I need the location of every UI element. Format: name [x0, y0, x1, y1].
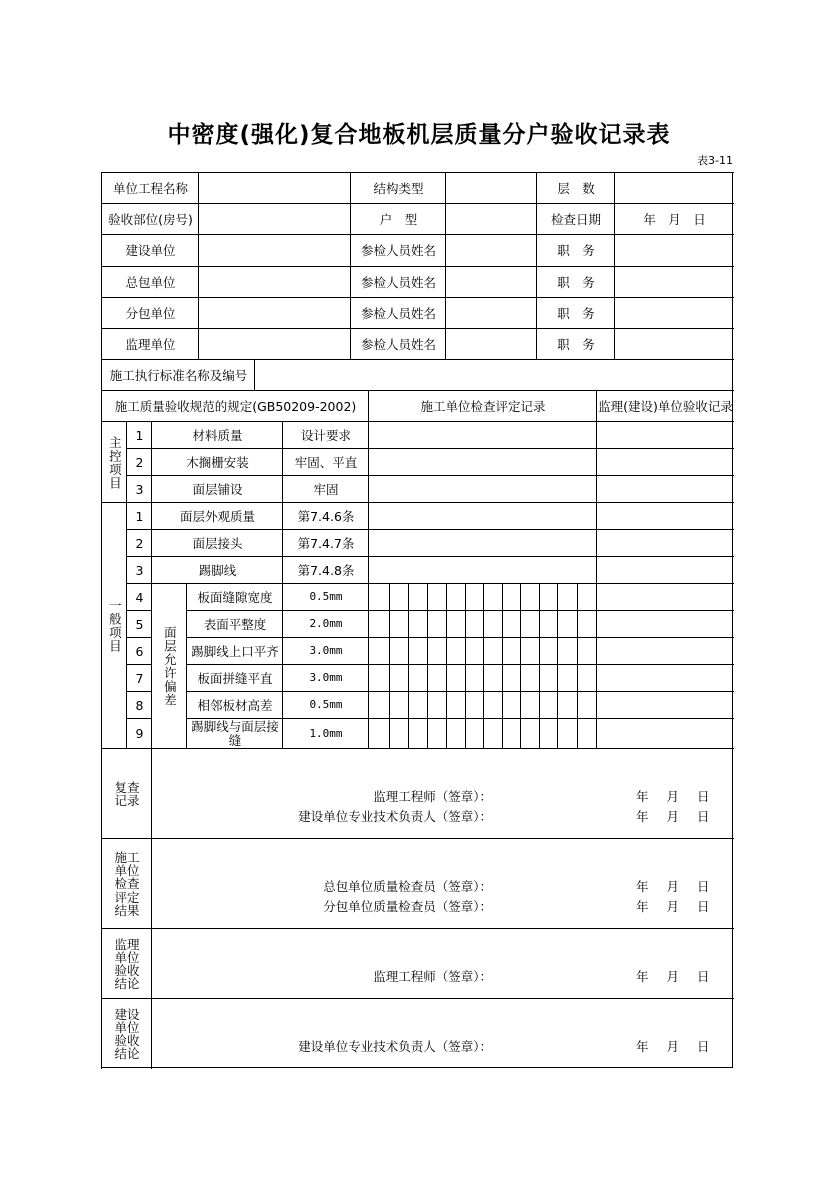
supervisor-record-field[interactable] — [596, 583, 734, 611]
measurement-cell[interactable] — [389, 583, 409, 611]
item-name: 面层外观质量 — [151, 502, 283, 530]
supervisor-record-header: 监理(建设)单位验收记录 — [596, 390, 734, 422]
floors-label: 层 数 — [536, 172, 615, 204]
item-requirement: 牢固 — [282, 475, 369, 503]
position-field[interactable] — [614, 266, 734, 298]
section-label — [101, 748, 152, 839]
measurement-cell[interactable] — [446, 718, 466, 749]
measurement-cell[interactable] — [389, 691, 409, 719]
measurement-cell[interactable] — [427, 691, 447, 719]
measurement-cell[interactable] — [483, 637, 503, 665]
measurement-cell[interactable] — [577, 583, 597, 611]
section-label-text: 建设单位验收结论 — [114, 1006, 140, 1062]
measurement-cell[interactable] — [389, 718, 409, 749]
measurement-cell[interactable] — [539, 637, 558, 665]
position-field[interactable] — [614, 234, 734, 267]
measurement-cell[interactable] — [557, 583, 578, 611]
measurement-cell[interactable] — [502, 718, 521, 749]
item-number: 2 — [126, 529, 152, 557]
measurement-cell[interactable] — [368, 610, 390, 638]
spec-header: 施工质量验收规范的规定(GB50209-2002) — [101, 390, 369, 422]
contractor-record-field[interactable] — [368, 421, 597, 449]
signature-label: 建设单位专业技术负责人（签章）： — [298, 809, 492, 824]
supervisor-record-field[interactable] — [596, 421, 734, 449]
measurement-cell[interactable] — [465, 691, 484, 719]
section-label — [101, 928, 152, 999]
measurement-cell[interactable] — [427, 610, 447, 638]
inspector-name-label: 参检人员姓名 — [350, 234, 446, 267]
supervisor-record-field[interactable] — [596, 502, 734, 530]
project-name-field[interactable] — [198, 172, 351, 204]
measurement-cell[interactable] — [502, 664, 521, 692]
measurement-cell[interactable] — [520, 718, 540, 749]
measurement-cell[interactable] — [368, 718, 390, 749]
measurement-cell[interactable] — [539, 664, 558, 692]
item-requirement: 第7.4.8条 — [282, 556, 369, 584]
position-label: 职 务 — [536, 297, 615, 329]
measurement-cell[interactable] — [483, 691, 503, 719]
measurement-cell[interactable] — [389, 610, 409, 638]
position-label: 职 务 — [536, 234, 615, 267]
measurement-cell[interactable] — [446, 610, 466, 638]
check-date-field[interactable]: 年 月 日 — [614, 203, 734, 235]
structure-type-label: 结构类型 — [350, 172, 446, 204]
supervisor-record-field[interactable] — [596, 475, 734, 503]
item-name: 面层铺设 — [151, 475, 283, 503]
measurement-cell[interactable] — [408, 664, 428, 692]
measurement-cell[interactable] — [502, 610, 521, 638]
measurement-cell[interactable] — [502, 637, 521, 665]
inspector-name-field[interactable] — [445, 328, 537, 360]
supervisor-record-field[interactable] — [596, 691, 734, 719]
measurement-cell[interactable] — [408, 691, 428, 719]
measurement-cell[interactable] — [408, 610, 428, 638]
check-date-label: 检查日期 — [536, 203, 615, 235]
measurement-cell[interactable] — [539, 610, 558, 638]
measurement-cell[interactable] — [446, 664, 466, 692]
measurement-cell[interactable] — [483, 583, 503, 611]
measurement-cell[interactable] — [577, 718, 597, 749]
structure-type-field[interactable] — [445, 172, 537, 204]
signature-date[interactable]: 年 月 日 — [636, 1039, 710, 1054]
section-label-text: 施工单位检查评定结果 — [114, 850, 140, 918]
item-tolerance: 3.0mm — [282, 664, 369, 692]
section-label — [101, 998, 152, 1069]
item-name: 板面拼缝平直 — [186, 664, 283, 692]
item-name: 踢脚线与面层接缝 — [186, 718, 283, 749]
inspector-name-label: 参检人员姓名 — [350, 328, 446, 360]
item-number: 9 — [126, 718, 152, 749]
measurement-cell[interactable] — [465, 610, 484, 638]
signature-label: 监理工程师（签章）： — [373, 969, 492, 984]
position-field[interactable] — [614, 328, 734, 360]
org-field[interactable] — [198, 266, 351, 298]
supervisor-record-field[interactable] — [596, 637, 734, 665]
unit-type-label: 户 型 — [350, 203, 446, 235]
signature-label: 总包单位质量检查员（签章）： — [323, 879, 492, 894]
main-group-label: 主控项目 — [101, 421, 127, 503]
form-title: 中密度(强化)复合地板机层质量分户验收记录表 — [167, 122, 671, 148]
position-label: 职 务 — [536, 328, 615, 360]
item-name: 板面缝隙宽度 — [186, 583, 283, 611]
item-number: 7 — [126, 664, 152, 692]
measurement-cell[interactable] — [465, 637, 484, 665]
item-name: 材料质量 — [151, 421, 283, 449]
org-field[interactable] — [198, 234, 351, 267]
contractor-record-field[interactable] — [368, 502, 597, 530]
measurement-cell[interactable] — [465, 664, 484, 692]
supervisor-record-field[interactable] — [596, 664, 734, 692]
measurement-cell[interactable] — [520, 610, 540, 638]
measurement-cell[interactable] — [368, 691, 390, 719]
location-field[interactable] — [198, 203, 351, 235]
measurement-cell[interactable] — [502, 583, 521, 611]
measurement-cell[interactable] — [539, 718, 558, 749]
item-requirement: 第7.4.6条 — [282, 502, 369, 530]
contractor-record-field[interactable] — [368, 529, 597, 557]
inspector-name-label: 参检人员姓名 — [350, 266, 446, 298]
inspector-name-field[interactable] — [445, 297, 537, 329]
standard-field[interactable] — [254, 359, 734, 391]
item-tolerance: 0.5mm — [282, 583, 369, 611]
measurement-cell[interactable] — [557, 610, 578, 638]
signature-label: 建设单位专业技术负责人（签章）： — [298, 1039, 492, 1054]
section-comment-area[interactable] — [151, 928, 734, 999]
item-number: 8 — [126, 691, 152, 719]
unit-type-field[interactable] — [445, 203, 537, 235]
measurement-cell[interactable] — [483, 610, 503, 638]
signature-date[interactable]: 年 月 日 — [636, 879, 710, 894]
supervisor-record-field[interactable] — [596, 556, 734, 584]
measurement-cell[interactable] — [557, 691, 578, 719]
item-name: 踢脚线 — [151, 556, 283, 584]
measurement-cell[interactable] — [483, 718, 503, 749]
item-number: 3 — [126, 475, 152, 503]
measurement-cell[interactable] — [427, 664, 447, 692]
measurement-cell[interactable] — [465, 583, 484, 611]
section-label-text: 复查记录 — [114, 779, 140, 808]
signature-date[interactable]: 年 月 日 — [636, 969, 710, 984]
org-label: 分包单位 — [101, 297, 199, 329]
org-label: 总包单位 — [101, 266, 199, 298]
measurement-cell[interactable] — [389, 637, 409, 665]
item-number: 5 — [126, 610, 152, 638]
item-number: 3 — [126, 556, 152, 584]
measurement-cell[interactable] — [446, 637, 466, 665]
measurement-cell[interactable] — [557, 718, 578, 749]
floors-field[interactable] — [614, 172, 734, 204]
measurement-cell[interactable] — [368, 664, 390, 692]
item-number: 4 — [126, 583, 152, 611]
supervisor-record-field[interactable] — [596, 610, 734, 638]
measurement-cell[interactable] — [520, 664, 540, 692]
measurement-cell[interactable] — [427, 718, 447, 749]
measurement-cell[interactable] — [577, 664, 597, 692]
item-tolerance: 2.0mm — [282, 610, 369, 638]
item-tolerance: 3.0mm — [282, 637, 369, 665]
signature-date[interactable]: 年 月 日 — [636, 809, 710, 824]
org-label: 监理单位 — [101, 328, 199, 360]
measurement-cell[interactable] — [520, 583, 540, 611]
item-number: 1 — [126, 502, 152, 530]
position-field[interactable] — [614, 297, 734, 329]
measurement-cell[interactable] — [408, 637, 428, 665]
org-field[interactable] — [198, 297, 351, 329]
org-field[interactable] — [198, 328, 351, 360]
item-tolerance: 1.0mm — [282, 718, 369, 749]
supervisor-record-field[interactable] — [596, 448, 734, 476]
measurement-cell[interactable] — [368, 637, 390, 665]
signature-date[interactable]: 年 月 日 — [636, 899, 710, 914]
measurement-cell[interactable] — [539, 583, 558, 611]
item-name: 表面平整度 — [186, 610, 283, 638]
measurement-cell[interactable] — [520, 691, 540, 719]
measurement-cell[interactable] — [408, 718, 428, 749]
measurement-cell[interactable] — [465, 718, 484, 749]
signature-date[interactable]: 年 月 日 — [636, 789, 710, 804]
standard-label: 施工执行标准名称及编号 — [101, 359, 255, 391]
item-name: 木搁栅安装 — [151, 448, 283, 476]
item-tolerance: 0.5mm — [282, 691, 369, 719]
item-name: 相邻板材高差 — [186, 691, 283, 719]
item-name: 踢脚线上口平齐 — [186, 637, 283, 665]
measurement-cell[interactable] — [502, 691, 521, 719]
section-label-text: 监理单位验收结论 — [114, 936, 140, 992]
project-name-label: 单位工程名称 — [101, 172, 199, 204]
supervisor-record-field[interactable] — [596, 529, 734, 557]
contractor-record-field[interactable] — [368, 556, 597, 584]
measurement-cell[interactable] — [368, 583, 390, 611]
measurement-cell[interactable] — [446, 691, 466, 719]
measurement-cell[interactable] — [577, 637, 597, 665]
section-label — [101, 838, 152, 929]
measurement-cell[interactable] — [408, 583, 428, 611]
item-requirement: 设计要求 — [282, 421, 369, 449]
position-label: 职 务 — [536, 266, 615, 298]
deviation-group-label: 面层允许偏差 — [151, 583, 187, 749]
item-requirement: 第7.4.7条 — [282, 529, 369, 557]
measurement-cell[interactable] — [520, 637, 540, 665]
measurement-cell[interactable] — [577, 691, 597, 719]
inspector-name-field[interactable] — [445, 234, 537, 267]
supervisor-record-field[interactable] — [596, 718, 734, 749]
measurement-cell[interactable] — [557, 664, 578, 692]
location-label: 验收部位(房号) — [101, 203, 199, 235]
contractor-record-field[interactable] — [368, 448, 597, 476]
measurement-cell[interactable] — [557, 637, 578, 665]
measurement-cell[interactable] — [427, 583, 447, 611]
inspector-name-label: 参检人员姓名 — [350, 297, 446, 329]
item-name: 面层接头 — [151, 529, 283, 557]
org-label: 建设单位 — [101, 234, 199, 267]
contractor-record-field[interactable] — [368, 475, 597, 503]
section-comment-area[interactable] — [151, 998, 734, 1069]
measurement-cell[interactable] — [446, 583, 466, 611]
measurement-cell[interactable] — [577, 610, 597, 638]
item-number: 6 — [126, 637, 152, 665]
measurement-cell[interactable] — [483, 664, 503, 692]
item-number: 2 — [126, 448, 152, 476]
measurement-cell[interactable] — [539, 691, 558, 719]
table-code: 表3-11 — [697, 154, 733, 167]
general-group-label: 一般项目 — [101, 502, 127, 749]
signature-label: 分包单位质量检查员（签章）： — [323, 899, 492, 914]
inspector-name-field[interactable] — [445, 266, 537, 298]
item-requirement: 牢固、平直 — [282, 448, 369, 476]
contractor-record-header: 施工单位检查评定记录 — [368, 390, 597, 422]
signature-label: 监理工程师（签章）： — [373, 789, 492, 804]
item-number: 1 — [126, 421, 152, 449]
measurement-cell[interactable] — [389, 664, 409, 692]
measurement-cell[interactable] — [427, 637, 447, 665]
